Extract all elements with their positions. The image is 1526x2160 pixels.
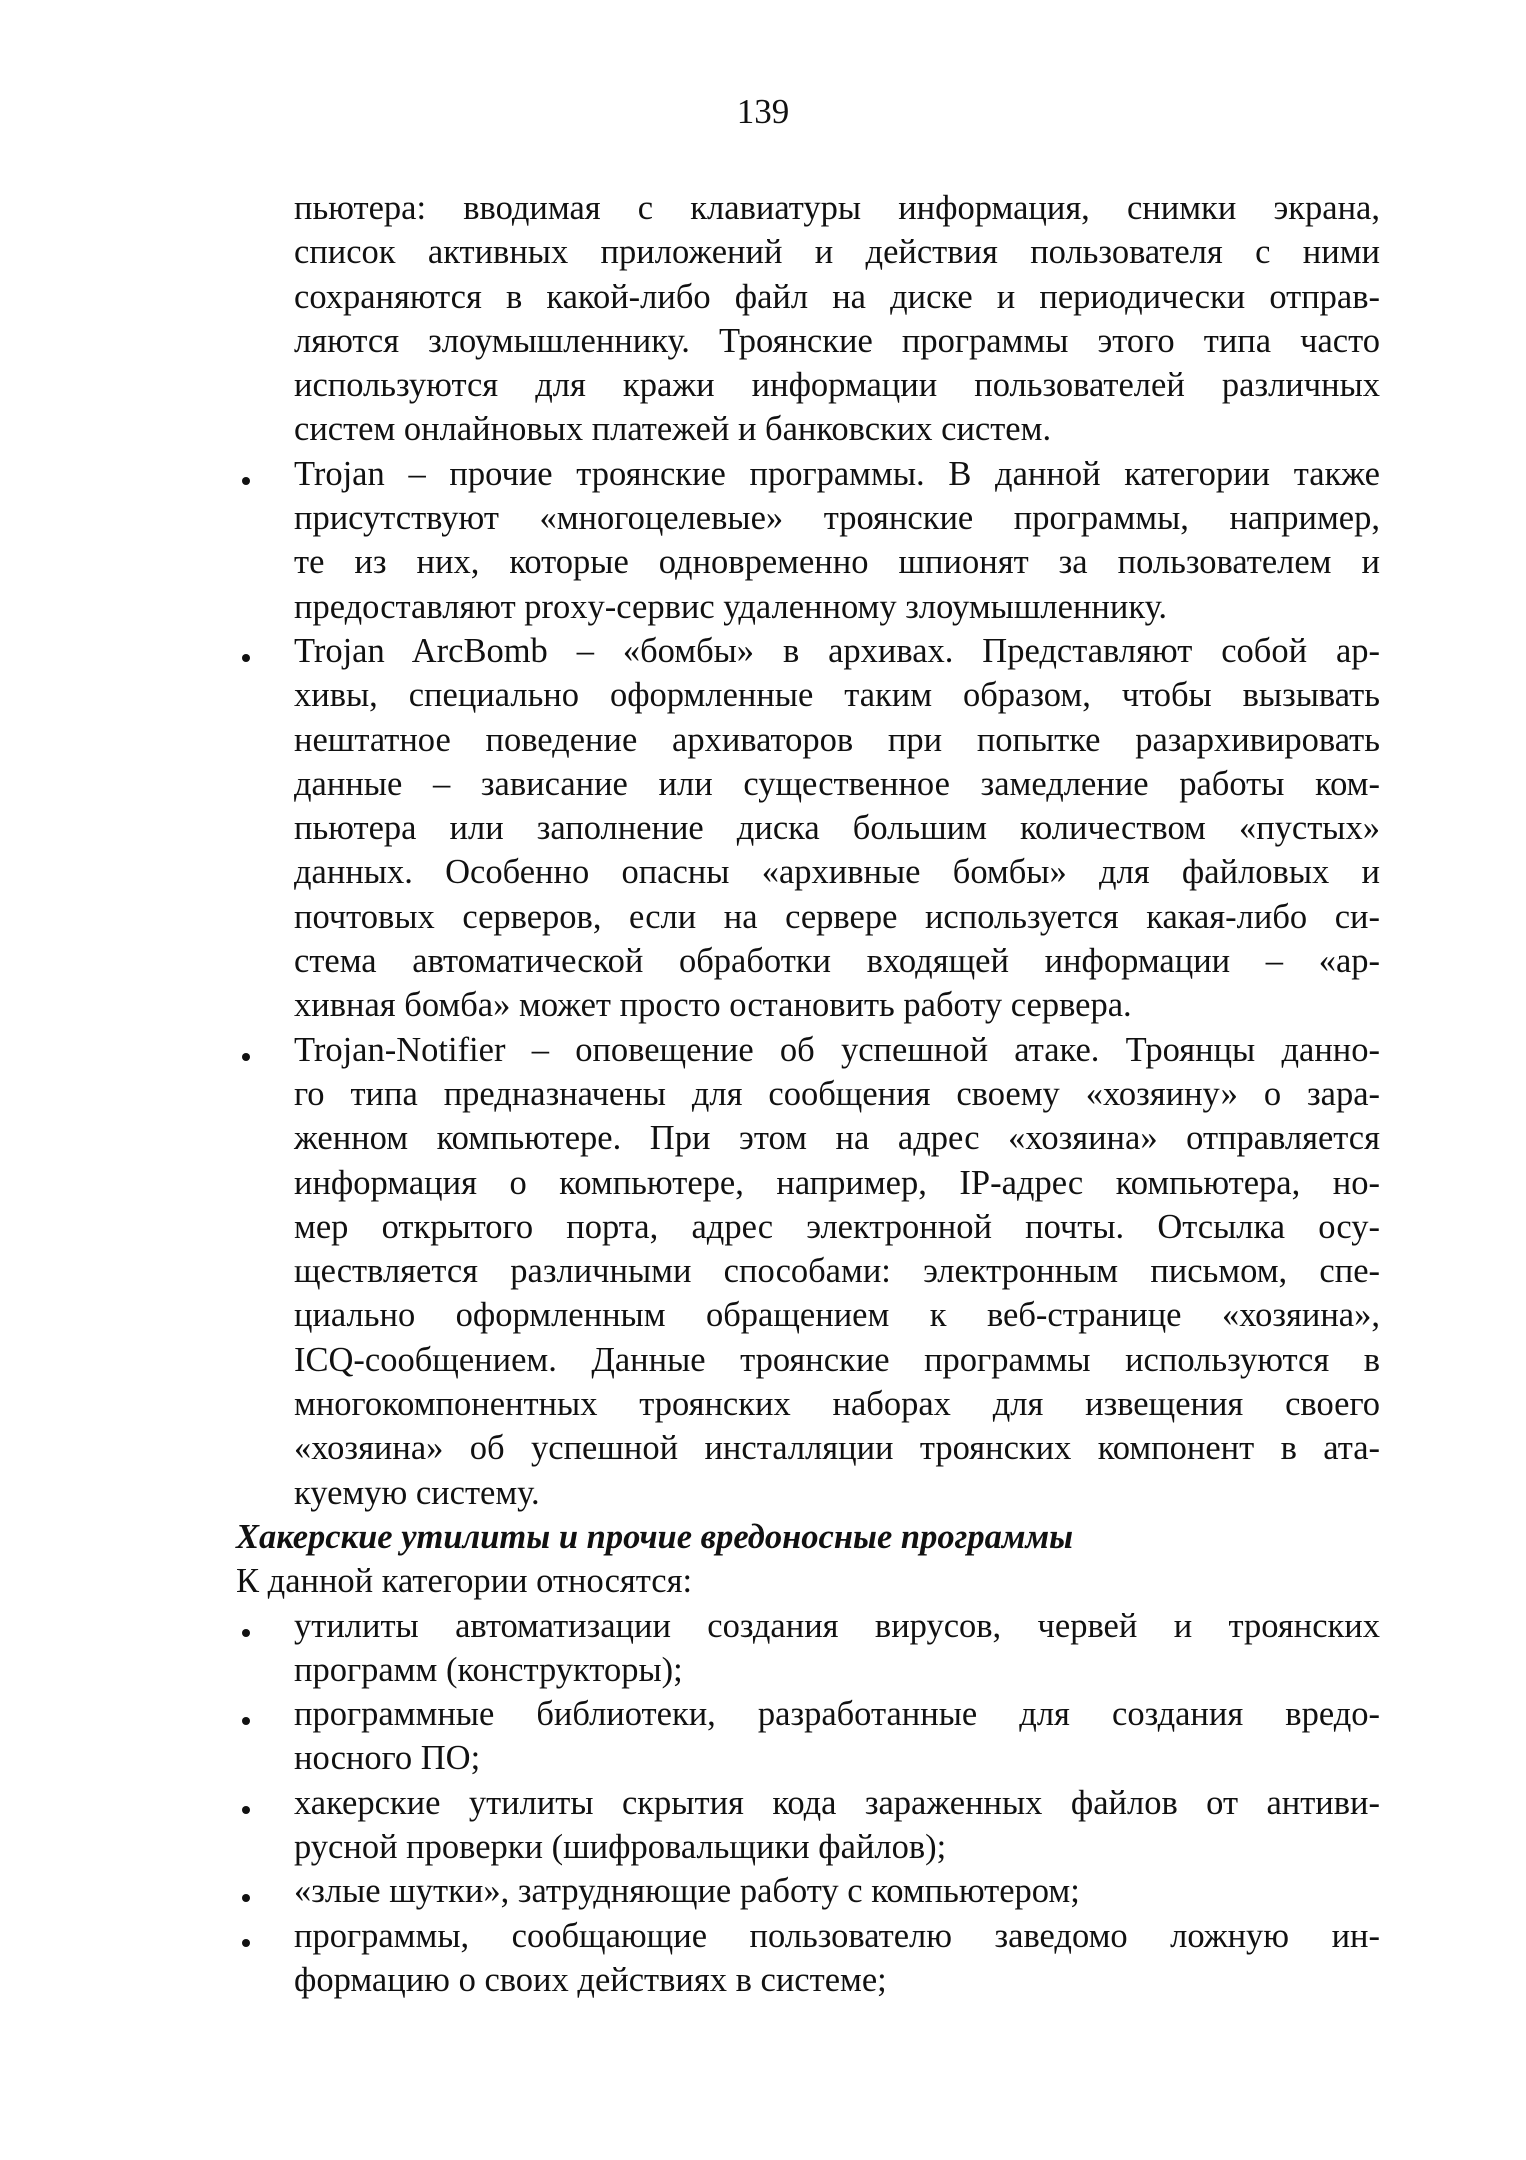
text-line: список активных приложений и действия пользователя с ними bbox=[294, 233, 1380, 272]
text-line: сохраняются в какой-либо файл на диске и периодически отправ- bbox=[294, 277, 1380, 316]
bullet-dot-icon bbox=[236, 452, 256, 496]
list-item-false-info bbox=[236, 1914, 1380, 2003]
text-line: ляются злоумышленнику. Троянские программы этого типа часто bbox=[294, 321, 1380, 360]
bullet-dot-icon bbox=[236, 629, 256, 673]
text-line: предоставляют proxy-сервис удаленному злоумышленнику. bbox=[294, 587, 1168, 626]
text-line: «хозяина» об успешной инсталляции троянских компонент в ата- bbox=[294, 1429, 1380, 1468]
text-line: многокомпонентных троянских наборах для извещения своего bbox=[294, 1385, 1380, 1424]
text-line: пьютера: вводимая с клавиатуры информация, снимки экрана, bbox=[294, 189, 1380, 227]
bullet-dot-icon bbox=[236, 1028, 256, 1072]
text-line: ICQ-сообщением. Данные троянские программы используются в bbox=[294, 1340, 1380, 1379]
text-line: используются для кражи информации пользователей различных bbox=[294, 366, 1380, 405]
text-line: присутствуют «многоцелевые» троянские программы, например, bbox=[294, 499, 1380, 538]
bullet-dot-icon bbox=[236, 1869, 256, 1913]
text-line: формацию о своих действиях в системе; bbox=[294, 1960, 887, 1999]
text-line: информация о компьютере, например, IP-адрес компьютера, но- bbox=[294, 1163, 1380, 1202]
text-line: циально оформленным обращением к веб-странице «хозяина», bbox=[294, 1296, 1380, 1335]
text-line: почтовых серверов, если на сервере используется какая-либо си- bbox=[294, 897, 1380, 936]
text-line: куемую систему. bbox=[294, 1473, 540, 1512]
text-line: «злые шутки», затрудняющие работу с компьютером; bbox=[294, 1872, 1080, 1911]
page-number bbox=[0, 92, 1526, 132]
text-line: женном компьютере. При этом на адрес «хозяина» отправляется bbox=[294, 1119, 1380, 1158]
text-line: нештатное поведение архиваторов при попытке разархивировать bbox=[294, 720, 1380, 759]
text-line: данных. Особенно опасны «архивные бомбы» для файловых и bbox=[294, 853, 1380, 892]
text-line: ществляется различными способами: электронным письмом, спе- bbox=[294, 1252, 1380, 1291]
text-line: Trojan – прочие троянские программы. В данной категории также bbox=[294, 454, 1380, 493]
text-line: мер открытого порта, адрес электронной почты. Отсылка осу- bbox=[294, 1207, 1380, 1246]
list-item-trojan-notifier bbox=[236, 1028, 1380, 1515]
list-item-libraries bbox=[236, 1692, 1380, 1781]
bullet-dot-icon bbox=[236, 1692, 256, 1736]
text-line: систем онлайновых платежей и банковских систем. bbox=[294, 410, 1052, 449]
bullet-dot-icon bbox=[236, 1914, 256, 1958]
text-line: стема автоматической обработки входящей информации – «ар- bbox=[294, 942, 1380, 981]
list-item-trojan bbox=[236, 452, 1380, 629]
text-line: данные – зависание или существенное замедление работы ком- bbox=[294, 764, 1380, 803]
list-item-jokes bbox=[236, 1869, 1380, 1913]
page-body bbox=[236, 186, 1380, 2002]
text-line: программные библиотеки, разработанные для создания вредо- bbox=[294, 1695, 1380, 1734]
section-intro-text: К данной категории относятся: bbox=[236, 1562, 693, 1601]
continuation-paragraph bbox=[236, 186, 1380, 452]
text-line: программы, сообщающие пользователю заведомо ложную ин- bbox=[294, 1916, 1380, 1955]
list-item-constructors bbox=[236, 1604, 1380, 1693]
text-line: носного ПО; bbox=[294, 1739, 481, 1778]
text-line: хивная бомба» может просто остановить работу сервера. bbox=[294, 986, 1132, 1025]
section-intro bbox=[236, 1559, 1380, 1603]
text-line: русной проверки (шифровальщики файлов); bbox=[294, 1827, 947, 1866]
text-line: хакерские утилиты скрытия кода зараженных файлов от антиви- bbox=[294, 1783, 1380, 1822]
text-line: пьютера или заполнение диска большим количеством «пустых» bbox=[294, 809, 1380, 848]
bullet-dot-icon bbox=[236, 1781, 256, 1825]
bullet-dot-icon bbox=[236, 1604, 256, 1648]
section-heading-text: Хакерские утилиты и прочие вредоносные программы bbox=[236, 1517, 1074, 1556]
text-line: хивы, специально оформленные таким образом, чтобы вызывать bbox=[294, 676, 1380, 715]
text-line: те из них, которые одновременно шпионят за пользователем и bbox=[294, 543, 1380, 582]
text-line: утилиты автоматизации создания вирусов, червей и троянских bbox=[294, 1606, 1380, 1645]
page-number-text: 139 bbox=[736, 92, 790, 131]
text-line: го типа предназначены для сообщения своему «хозяину» о зара- bbox=[294, 1074, 1380, 1113]
text-line: Trojan-Notifier – оповещение об успешной атаке. Троянцы данно- bbox=[294, 1030, 1380, 1069]
text-line: Trojan ArcBomb – «бомбы» в архивах. Представляют собой ар- bbox=[294, 631, 1380, 670]
list-item-trojan-arcbomb bbox=[236, 629, 1380, 1028]
list-item-encryptors bbox=[236, 1781, 1380, 1870]
section-heading bbox=[236, 1515, 1380, 1559]
text-line: программ (конструкторы); bbox=[294, 1650, 683, 1689]
